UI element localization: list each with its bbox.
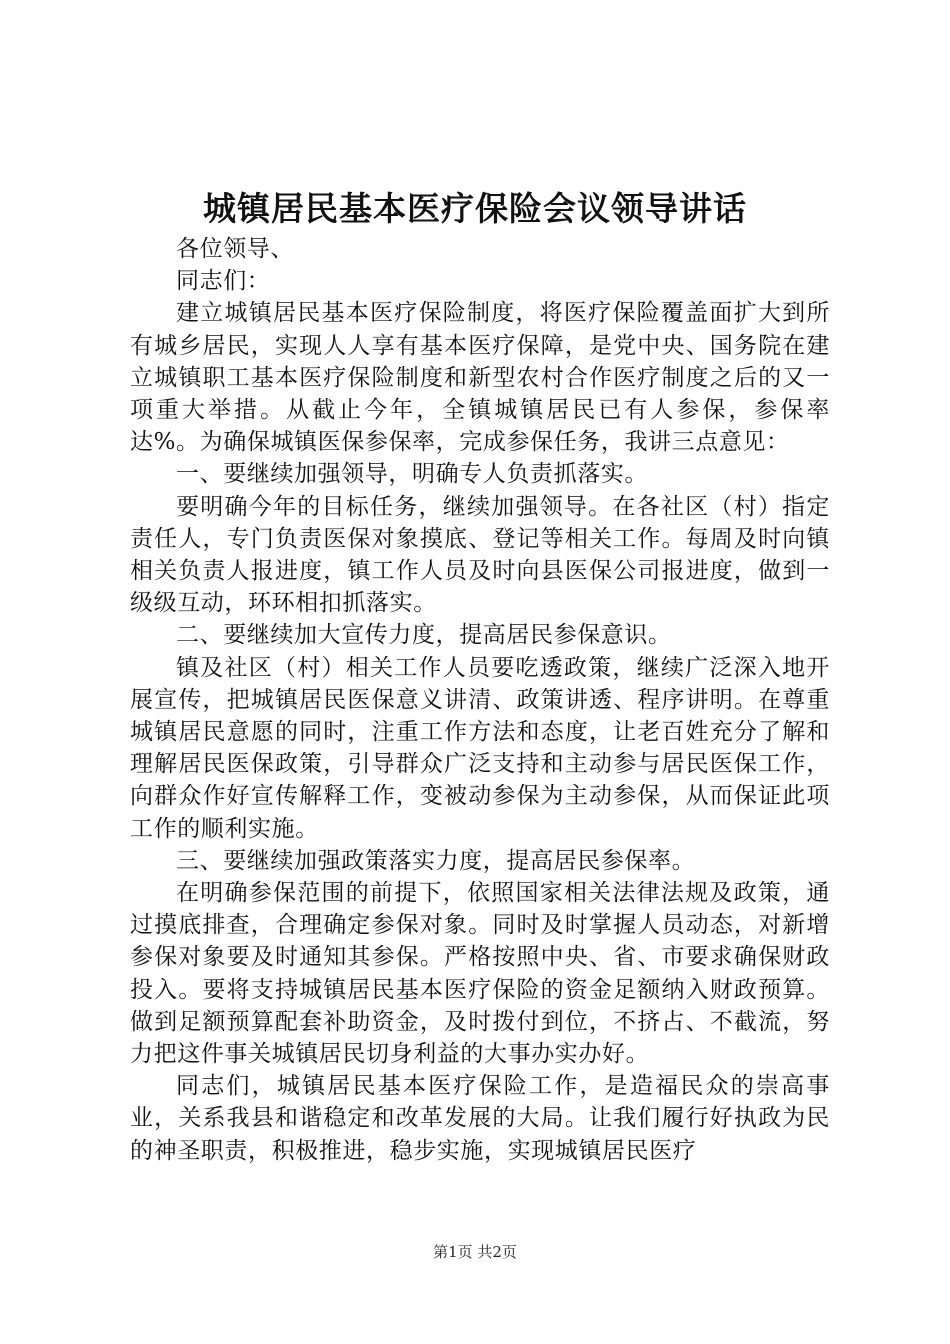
paragraph-section-1: 要明确今年的目标任务，继续加强领导。在各社区（村）指定责任人，专门负责医保对象摸底、登记等相关工作。每周及时向镇相关负责人报进度，镇工作人员及时向县医保公司报进度，做到一级级互动，环环相扣抓落实。 <box>130 493 830 617</box>
paragraph-closing: 同志们，城镇居民基本医疗保险工作，是造福民众的崇高事业，关系我县和谐稳定和改革发展的大局。让我们履行好执政为民的神圣职责，积极推进，稳步实施，实现城镇居民医疗 <box>130 1073 830 1164</box>
paragraph-section-3: 在明确参保范围的前提下，依照国家相关法律法规及政策，通过摸底排查，合理确定参保对象。同时及时掌握人员动态，对新增参保对象要及时通知其参保。严格按照中央、省、市要求确保财政投入。要将支持城镇居民基本医疗保险的资金足额纳入财政预算。做到足额预算配套补助资金，及时拨付到位，不挤占、不截流，努力把这件事关城镇居民切身利益的大事办实办好。 <box>130 880 830 1068</box>
paragraph-intro: 建立城镇居民基本医疗保险制度，将医疗保险覆盖面扩大到所有城乡居民，实现人人享有基本医疗保障，是党中央、国务院在建立城镇职工基本医疗保险制度和新型农村合作医疗制度之后的又一项重大举措。从截止今年，全镇城镇居民已有人参保，参保率达%。为确保城镇医保参保率，完成参保任务，我讲三点意见： <box>130 300 830 456</box>
salutation-comrades: 同志们： <box>176 268 271 295</box>
section-heading-3: 三、要继续加强政策落实力度，提高居民参保率。 <box>176 847 696 874</box>
document-title: 城镇居民基本医疗保险会议领导讲话 <box>203 189 747 228</box>
document-body <box>130 233 830 1167</box>
paragraph-section-2: 镇及社区（村）相关工作人员要吃透政策，继续广泛深入地开展宣传，把城镇居民医保意义讲清、政策讲透、程序讲明。在尊重城镇居民意愿的同时，注重工作方法和态度，让老百姓充分了解和理解居民医保政策，引导群众广泛支持和主动参与居民医保工作，向群众作好宣传解释工作，变被动参保为主动参保，从而保证此项工作的顺利实施。 <box>130 654 830 842</box>
salutation-leaders: 各位领导、 <box>176 236 294 262</box>
section-heading-2: 二、要继续加大宣传力度，提高居民参保意识。 <box>176 622 672 649</box>
page-footer: 第1页 共2页 <box>433 1243 517 1261</box>
section-heading-1: 一、要继续加强领导，明确专人负责抓落实。 <box>176 461 648 488</box>
